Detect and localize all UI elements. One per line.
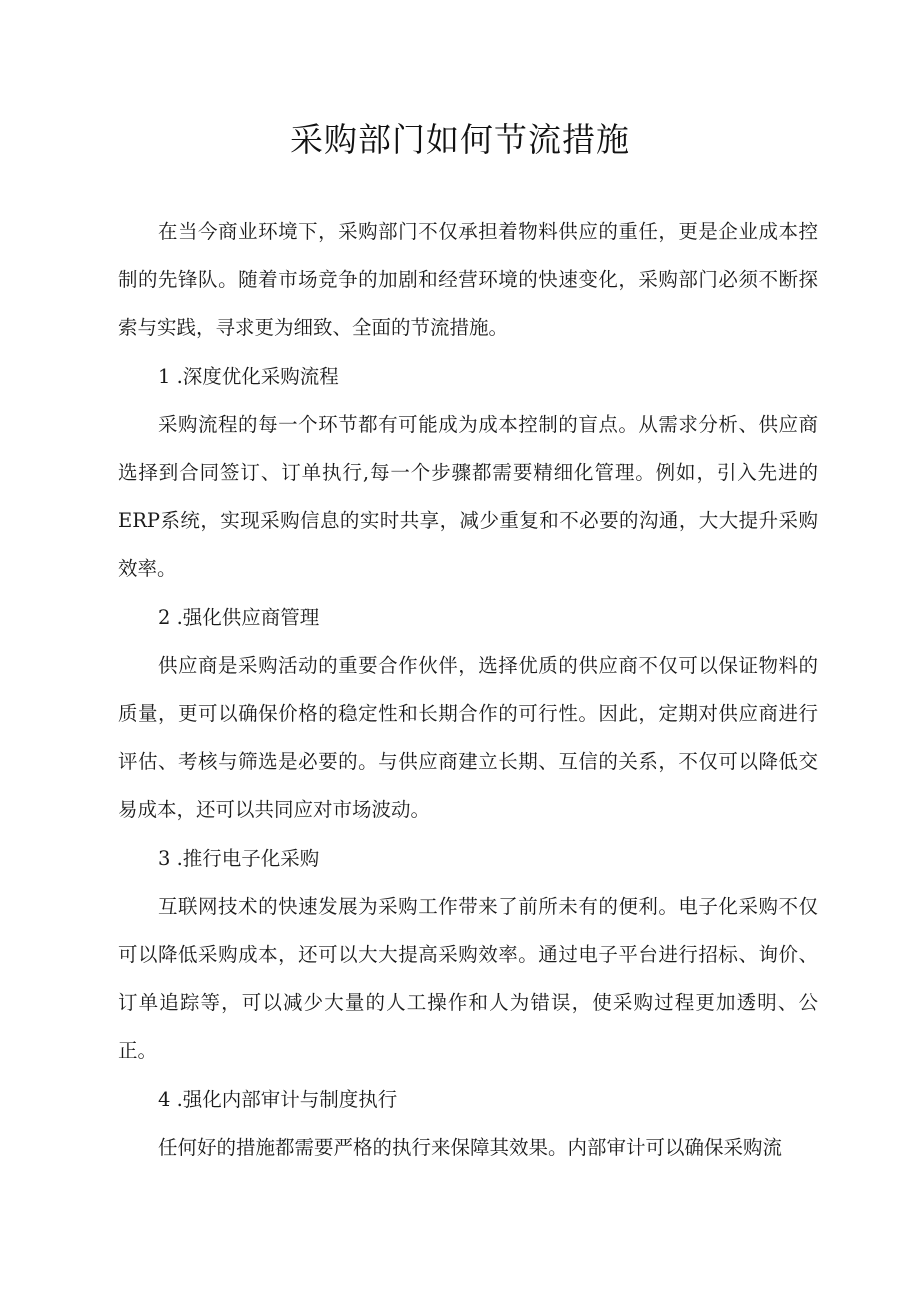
section-heading-2: 2 .强化供应商管理 <box>158 605 320 629</box>
section-paragraph-2: 供应商是采购活动的重要合作伙伴，选择优质的供应商不仅可以保证物料的质量，更可以确保价格的稳定性和长期合作的可行性。因此，定期对供应商进行评估、考核与筛选是必要的。与供应商建立长期、互信的关系，不仅可以降低交易成本，还可以共同应对市场波动。 <box>118 653 818 822</box>
document-body <box>118 208 818 1172</box>
section-paragraph-1: 采购流程的每一个环节都有可能成为成本控制的盲点。从需求分析、供应商选择到合同签订、订单执行,每一个步骤都需要精细化管理。例如，引入先进的ERP系统，实现采购信息的实时共享，减少重复和不必要的沟通，大大提升采购效率。 <box>118 412 818 581</box>
section-paragraph-4: 任何好的措施都需要严格的执行来保障其效果。内部审计可以确保采购流 <box>158 1135 783 1159</box>
section-paragraph-3: 互联网技术的快速发展为采购工作带来了前所未有的便利。电子化采购不仅可以降低采购成本，还可以大大提高采购效率。通过电子平台进行招标、询价、订单追踪等，可以减少大量的人工操作和人为错误，使采购过程更加透明、公正。 <box>118 894 818 1063</box>
section-heading-1: 1 .深度优化采购流程 <box>158 364 339 388</box>
section-heading-3: 3 .推行电子化采购 <box>158 846 320 870</box>
section-heading-4: 4 .强化内部审计与制度执行 <box>158 1087 398 1111</box>
document-title: 采购部门如何节流措施 <box>290 120 630 159</box>
intro-paragraph: 在当今商业环境下，采购部门不仅承担着物料供应的重任，更是企业成本控制的先锋队。随着市场竞争的加剧和经营环境的快速变化，采购部门必须不断探索与实践，寻求更为细致、全面的节流措施。 <box>118 220 818 340</box>
